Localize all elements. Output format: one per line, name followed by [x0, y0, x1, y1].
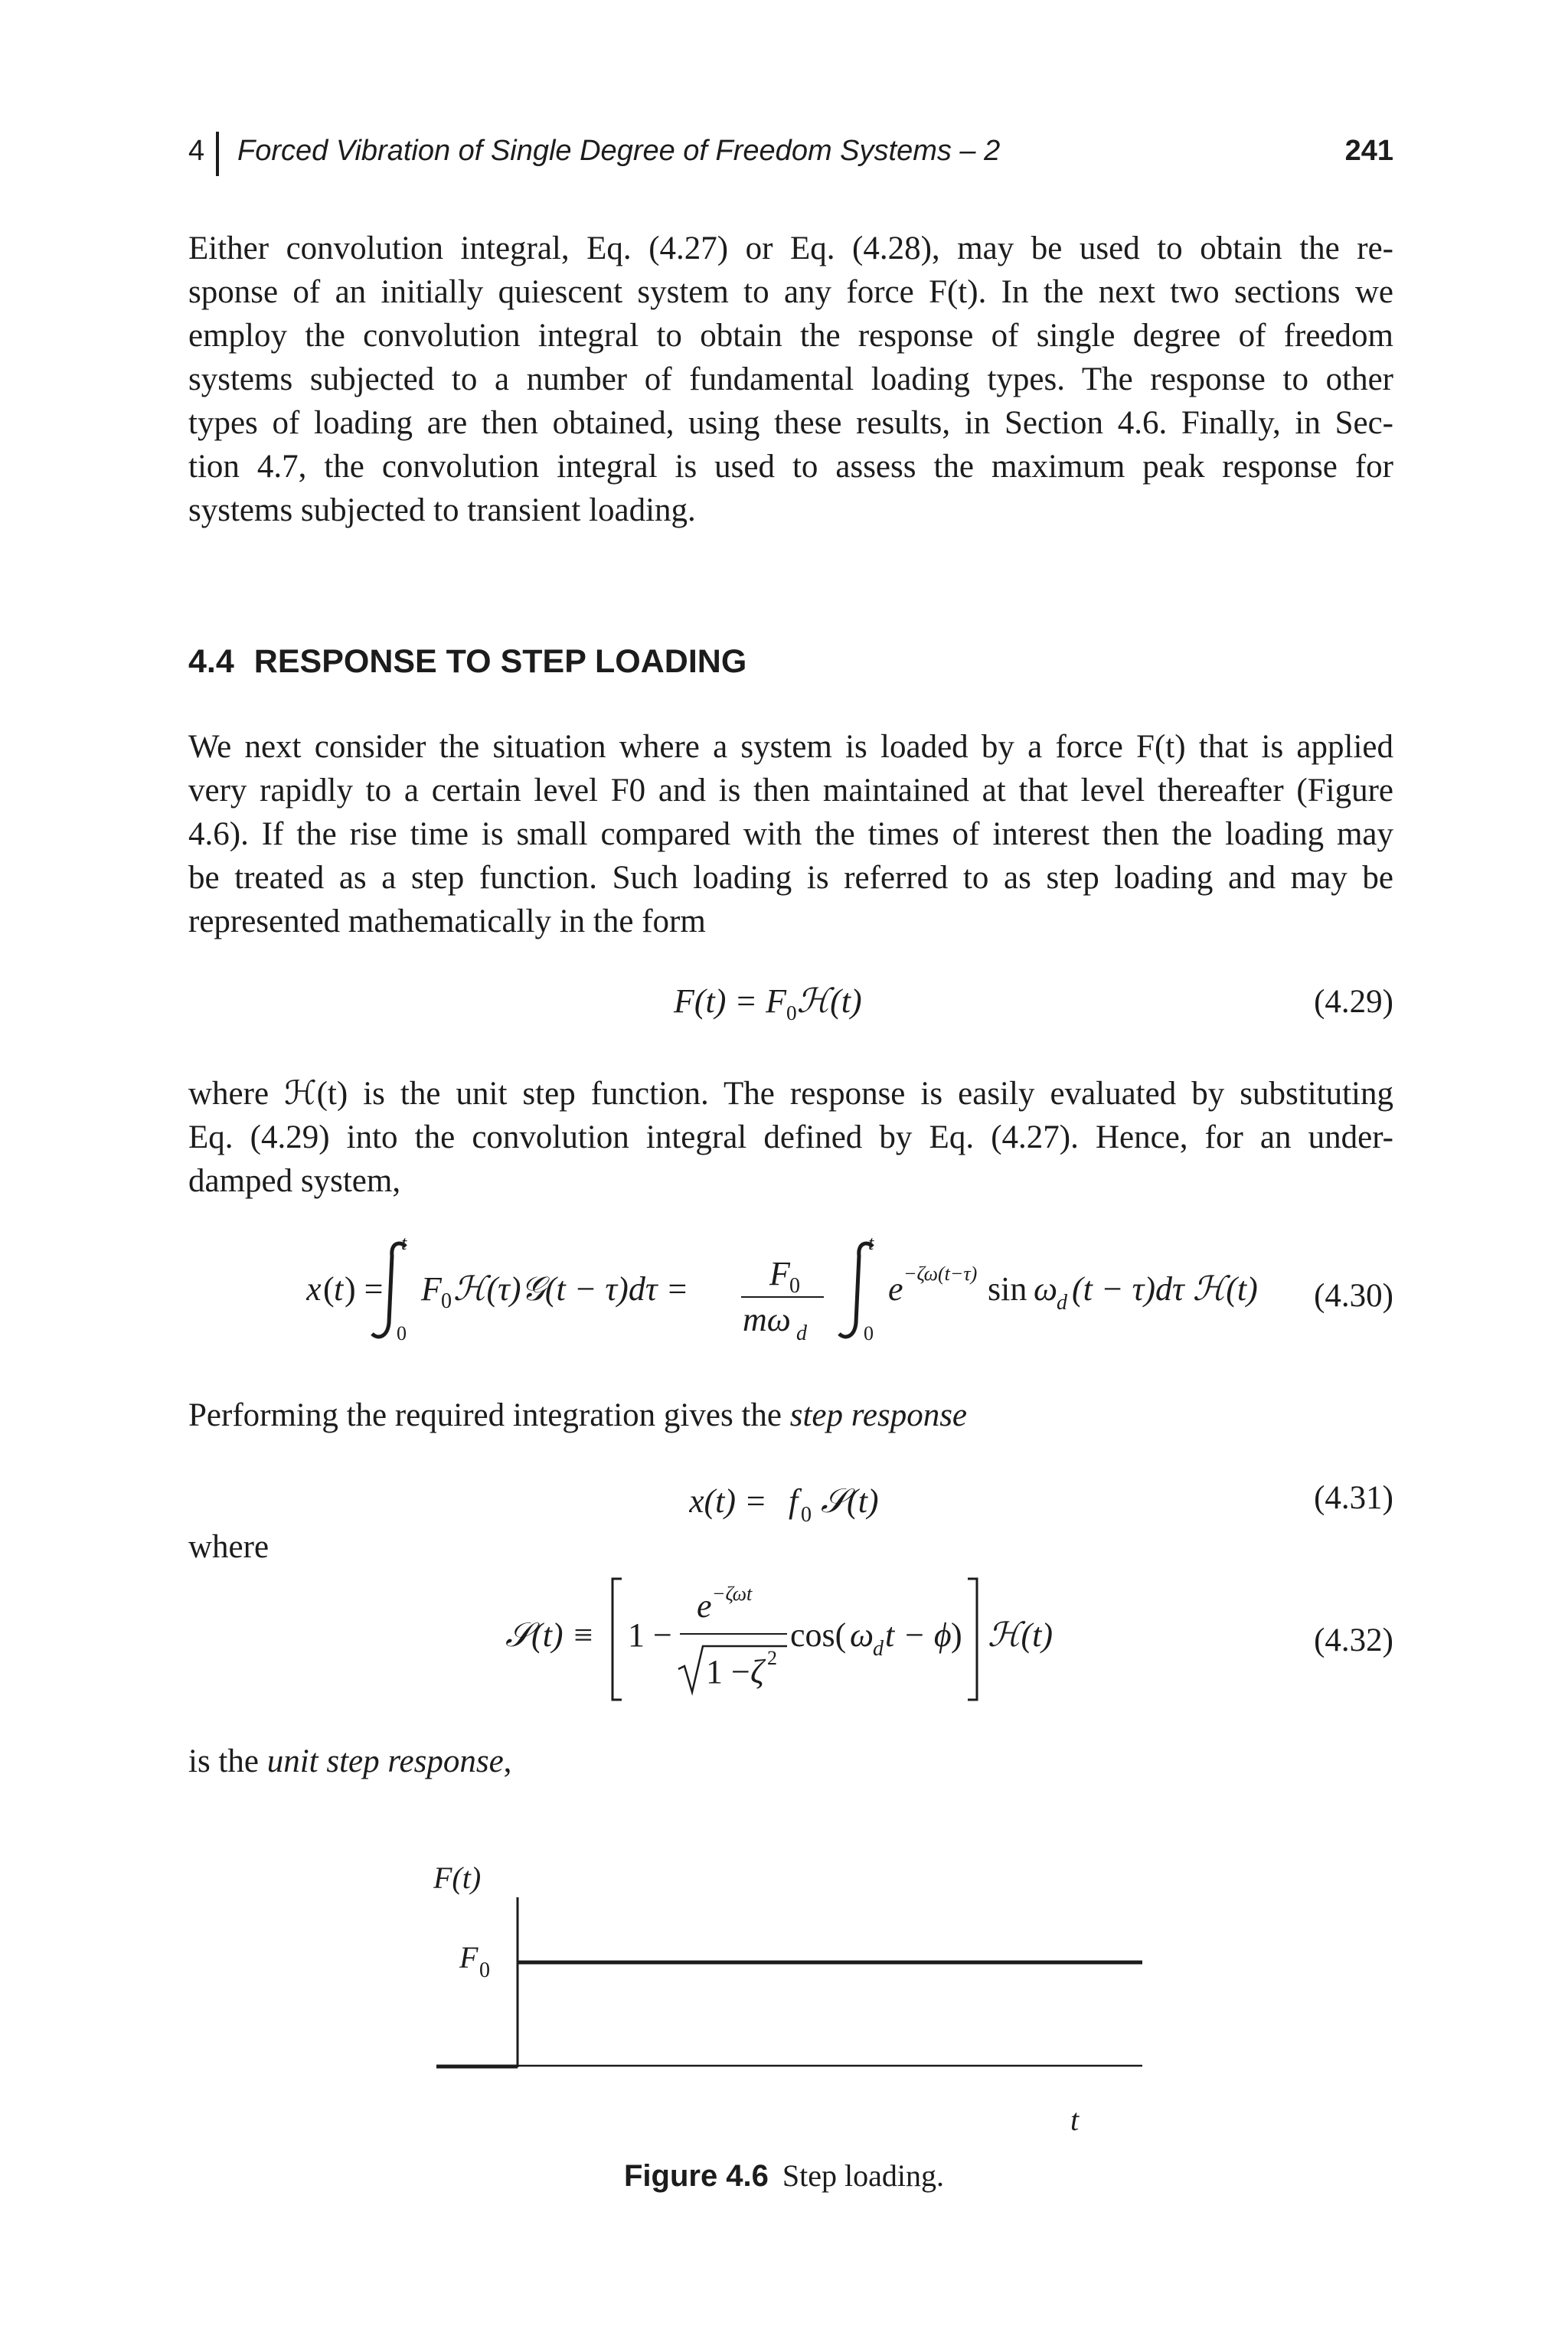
svg-text:x(t) =: x(t) =	[689, 1482, 767, 1520]
where-text: where	[188, 1529, 270, 1565]
y-axis-label: F(t)	[433, 1861, 482, 1895]
svg-text:t − ϕ: t − ϕ	[885, 1616, 952, 1654]
svg-text:ℋ(τ)𝒢(t − τ)dτ =: ℋ(τ)𝒢(t − τ)dτ =	[453, 1270, 689, 1308]
equation-number: (4.31)	[1314, 1480, 1393, 1516]
x-axis-label: t	[1070, 2102, 1080, 2137]
svg-text:mω: mω	[743, 1301, 791, 1338]
section-title: RESPONSE TO STEP LOADING	[253, 643, 747, 680]
chapter-title: Forced Vibration of Single Degree of Freedom Systems – 2	[237, 135, 1001, 167]
text-line: types of loading are then obtained, using these results, in Section 4.6. Finally, in Sec-	[188, 405, 1393, 441]
svg-text:f: f	[789, 1482, 799, 1520]
text-line: 4.6). If the rise time is small compared with the times of interest then the loading may	[188, 816, 1393, 852]
text-line: systems subjected to transient loading.	[188, 492, 696, 528]
svg-text:sin: sin	[988, 1270, 1027, 1308]
svg-text:cos(: cos(	[790, 1616, 847, 1654]
svg-text:ω: ω	[850, 1616, 874, 1654]
text-line: Performing the required integration gives the step response	[188, 1397, 968, 1433]
svg-text:2: 2	[767, 1647, 777, 1669]
text-line: be treated as a step function. Such loading is referred to as step loading and may be	[188, 860, 1393, 896]
svg-text:0: 0	[441, 1289, 452, 1313]
text-line: very rapidly to a certain level F0 and is then maintained at that level thereafter (Figure	[188, 773, 1393, 809]
svg-text:0: 0	[864, 1322, 874, 1344]
svg-text:) =: ) =	[345, 1270, 384, 1308]
text-line: Eq. (4.29) into the convolution integral defined by Eq. (4.27). Hence, for an under-	[188, 1119, 1393, 1155]
svg-text:t: t	[401, 1232, 407, 1254]
text-line: represented mathematically in the form	[188, 903, 706, 939]
svg-text:(: (	[323, 1270, 335, 1308]
svg-text:0: 0	[801, 1503, 812, 1527]
svg-text:0: 0	[789, 1274, 800, 1298]
equation-number: (4.29)	[1314, 984, 1393, 1020]
level-label: F	[459, 1940, 479, 1975]
figure-caption	[0, 2158, 1568, 2194]
svg-text:d: d	[873, 1637, 884, 1661]
svg-text:d: d	[1057, 1291, 1067, 1315]
svg-text:−ζωt: −ζωt	[712, 1583, 753, 1605]
text-line: We next consider the situation where a system is loaded by a force F(t) that is applied	[188, 729, 1393, 765]
text-line: employ the convolution integral to obtain the response of single degree of freedom	[188, 318, 1393, 354]
svg-text:t: t	[868, 1232, 874, 1254]
svg-text:d: d	[796, 1322, 807, 1345]
section-number: 4.4	[188, 643, 234, 680]
svg-text:(t − τ)dτ ℋ(t): (t − τ)dτ ℋ(t)	[1072, 1270, 1258, 1308]
svg-text:t: t	[334, 1270, 344, 1308]
eq-4-29-lhs: F(t) = F	[674, 982, 786, 1020]
figure-caption-label: Figure 4.6	[623, 2159, 769, 2193]
eq-4-29-rhs: ℋ(t)	[796, 982, 862, 1020]
text-line: tion 4.7, the convolution integral is used to assess the maximum peak response for	[188, 449, 1393, 485]
text-line: systems subjected to a number of fundamental loading types. The response to other	[188, 361, 1393, 397]
svg-text:e: e	[888, 1270, 903, 1308]
text-line: sponse of an initially quiescent system to any force F(t). In the next two sections we	[188, 274, 1393, 310]
svg-text:1 −: 1 −	[628, 1616, 672, 1654]
text-line: damped system,	[188, 1163, 401, 1199]
svg-text:0: 0	[397, 1322, 407, 1344]
text-line: is the unit step response,	[188, 1743, 512, 1779]
equation-number: (4.32)	[1314, 1622, 1393, 1658]
svg-text:F: F	[421, 1270, 442, 1308]
equation-number: (4.30)	[1314, 1278, 1393, 1314]
text-line: where ℋ(t) is the unit step function. The response is easily evaluated by substituting	[188, 1076, 1393, 1112]
svg-text:ω: ω	[1034, 1270, 1058, 1308]
svg-text:x: x	[306, 1270, 322, 1308]
page-number: 241	[1344, 135, 1393, 167]
svg-text:ℋ(t): ℋ(t)	[988, 1616, 1054, 1654]
svg-text:ζ: ζ	[750, 1653, 764, 1691]
svg-text:𝒮(t): 𝒮(t)	[821, 1482, 879, 1520]
svg-text:e: e	[697, 1587, 712, 1625]
level-subscript: 0	[479, 1959, 490, 1982]
svg-text:𝒮(t) ≡: 𝒮(t) ≡	[505, 1616, 595, 1654]
svg-text:): )	[951, 1616, 962, 1654]
figure-caption-text: Step loading.	[782, 2158, 945, 2193]
chapter-number: 4	[188, 135, 205, 167]
svg-text:−ζω(t−τ): −ζω(t−τ)	[903, 1263, 978, 1285]
svg-text:1 −: 1 −	[706, 1653, 750, 1691]
eq-4-29-sub: 0	[786, 1001, 797, 1024]
text-line: Either convolution integral, Eq. (4.27) or Eq. (4.28), may be used to obtain the re-	[188, 230, 1393, 266]
svg-text:F: F	[769, 1255, 790, 1292]
